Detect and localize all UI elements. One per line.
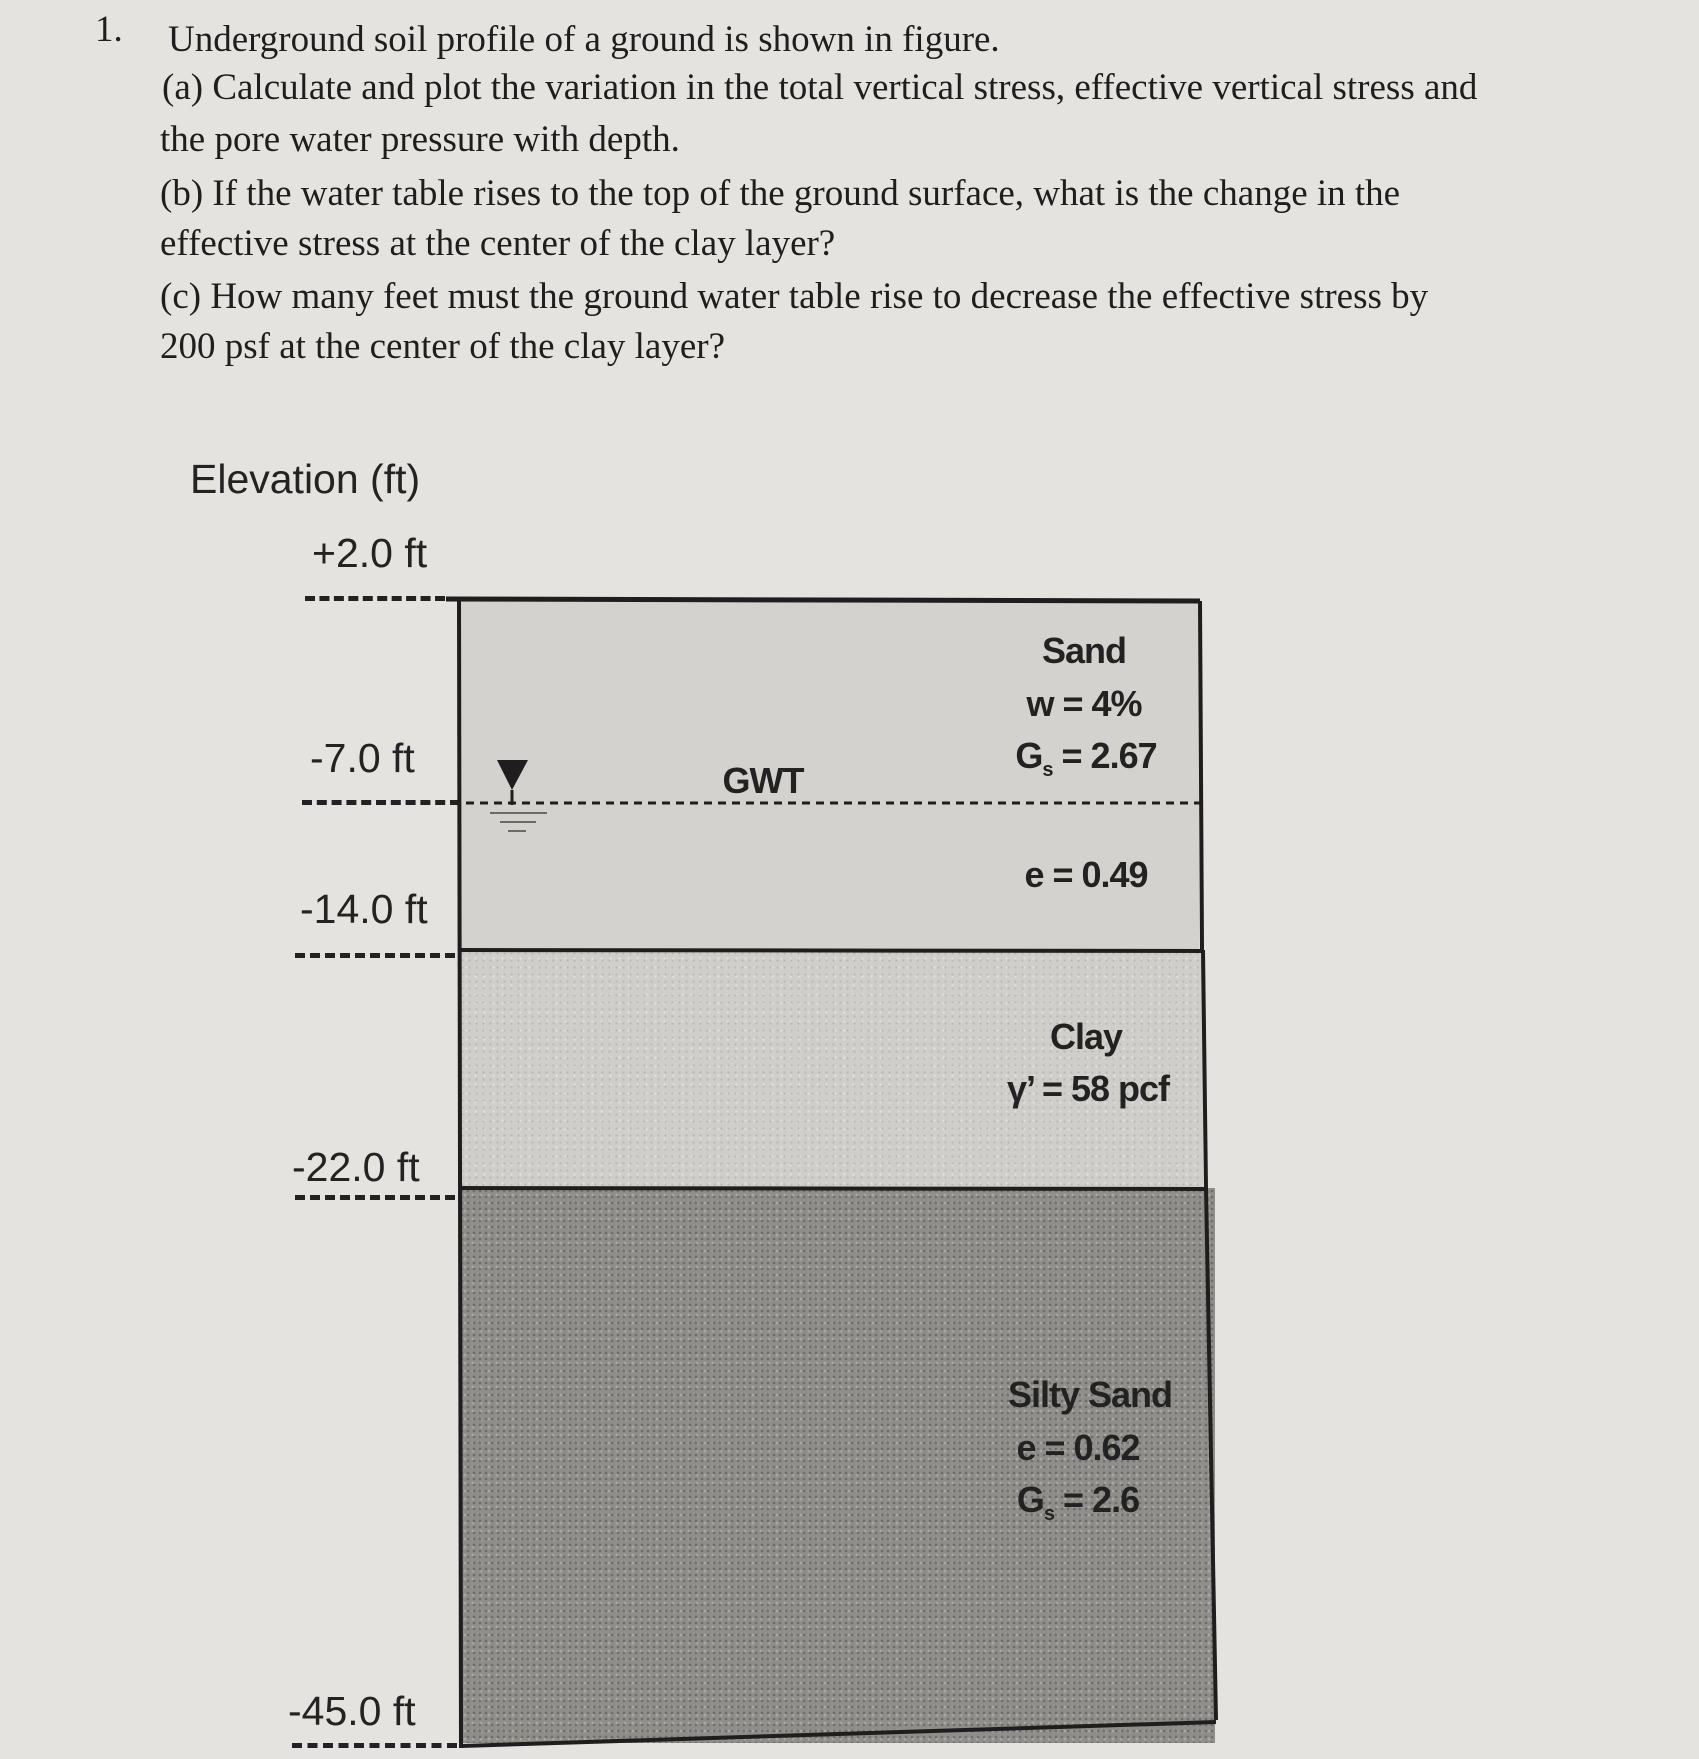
silty-gs-symbol: G <box>1016 1479 1044 1520</box>
sand-gs-symbol: G <box>1015 735 1043 776</box>
problem-line-4: (b) If the water table rises to the top of the ground surface, what is the change in the <box>160 173 1401 214</box>
problem-line-1: Underground soil profile of a ground is shown in figure. <box>168 19 1000 60</box>
problem-line-7: 200 psf at the center of the clay layer? <box>160 326 726 367</box>
silty-sand-specific-gravity <box>948 1479 1208 1526</box>
sand-clay-boundary <box>459 950 1203 951</box>
problem-line-5: effective stress at the center of the clay layer? <box>160 223 836 264</box>
elevation-label-top: +2.0 ft <box>312 530 428 576</box>
gwt-triangle-icon <box>497 760 528 790</box>
clay-unit-weight: γ’ = 58 pcf <box>1006 1068 1170 1109</box>
clay-silty-boundary <box>459 1188 1206 1189</box>
elevation-label-bottom: -45.0 ft <box>288 1688 416 1734</box>
profile-left-border <box>459 599 461 1748</box>
sand-name: Sand <box>1041 630 1126 671</box>
silty-gs-value: = 2.6 <box>1054 1479 1140 1520</box>
clay-name: Clay <box>1049 1016 1123 1057</box>
sand-void-ratio: e = 0.49 <box>1024 854 1148 895</box>
problem-line-3: the pore water pressure with depth. <box>160 119 680 160</box>
silty-sand-name: Silty Sand <box>1007 1374 1173 1415</box>
silty-gs-subscript: s <box>1043 1503 1055 1526</box>
sand-water-content: w = 4% <box>1026 683 1142 724</box>
sand-specific-gravity <box>956 735 1216 782</box>
sand-gs-value: = 2.67 <box>1052 735 1157 776</box>
problem-number: 1. <box>95 9 123 50</box>
ground-surface-line <box>446 599 1200 601</box>
elevation-label-clay-top: -14.0 ft <box>300 886 428 932</box>
elevation-label-gwt: -7.0 ft <box>310 735 415 781</box>
problem-line-6: (c) How many feet must the ground water table rise to decrease the effective stress by <box>160 276 1429 317</box>
silty-sand-void-ratio: e = 0.62 <box>1016 1427 1140 1468</box>
gwt-label: GWT <box>722 760 804 801</box>
problem-line-2: (a) Calculate and plot the variation in the total vertical stress, effective vertical stress and <box>162 67 1478 108</box>
axis-title: Elevation (ft) <box>190 456 421 502</box>
profile-bottom-line <box>461 1722 1216 1746</box>
sand-gs-subscript: s <box>1042 759 1053 782</box>
elevation-label-clay-bottom: -22.0 ft <box>292 1144 420 1190</box>
